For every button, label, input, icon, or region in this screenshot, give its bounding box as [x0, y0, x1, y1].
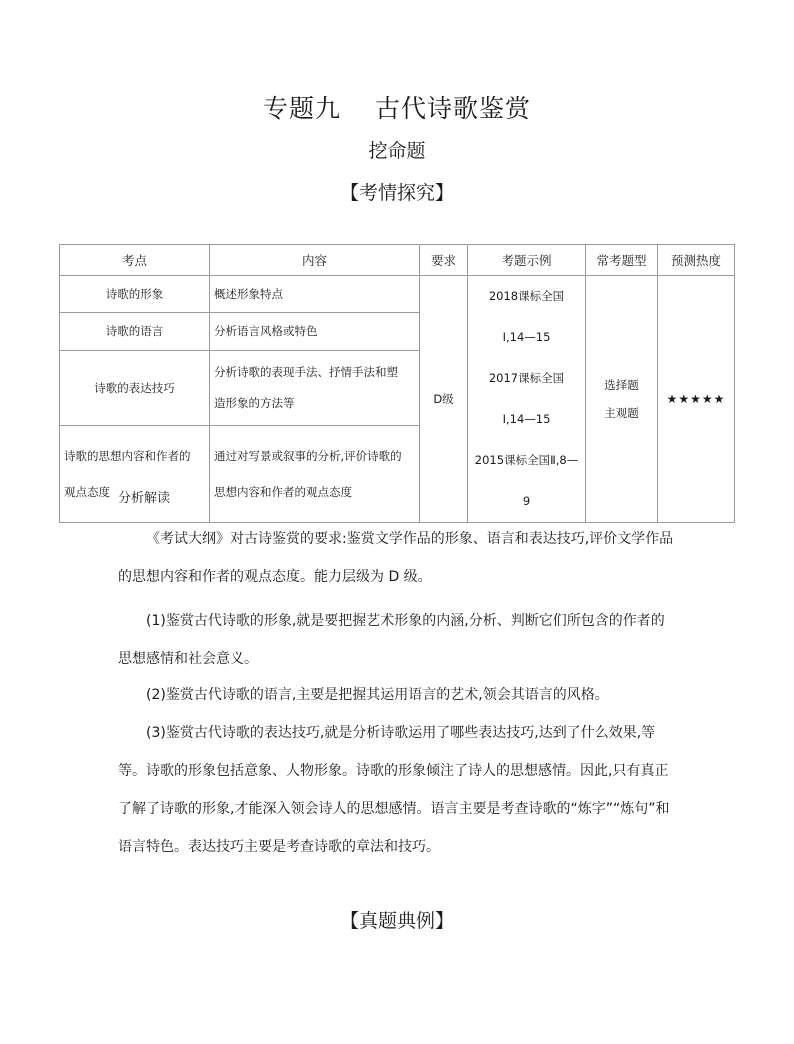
header-kaoti-shili: 考题示例 [468, 245, 586, 276]
example-line: Ⅰ,14—15 [502, 330, 551, 344]
content-line: 思想内容和作者的观点态度 [214, 484, 352, 499]
example-line: 2015课标全国Ⅱ,8—9 [474, 453, 579, 508]
topic-title: 古代诗歌鉴赏 [375, 94, 532, 123]
heat-rating: ★★★★★ [658, 276, 735, 523]
content-line: 分析诗歌的表现手法、抒情手法和塑 [214, 364, 398, 379]
page-title [0, 92, 794, 126]
paragraph-text: (3)鉴赏古代诗歌的表达技巧,就是分析诗歌运用了哪些表达技巧,达到了什么效果,等等。 [118, 725, 656, 779]
header-yuce-redu: 预测热度 [658, 245, 735, 276]
header-neirong: 内容 [210, 245, 420, 276]
section-heading-kaoqing: 【考情探究】 [339, 182, 454, 204]
header-kaodian: 考点 [60, 245, 210, 276]
analysis-paragraph [118, 752, 678, 866]
example-line: Ⅰ,14—15 [502, 412, 551, 426]
exam-analysis-table [59, 244, 735, 523]
section-heading-zhenti: 【真题典例】 [339, 910, 454, 932]
analysis-label: 分析解读 [118, 491, 171, 506]
cell-content [210, 350, 420, 425]
page-subtitle: 挖命题 [368, 140, 426, 162]
example-line: 2017课标全国 [488, 371, 565, 385]
question-type: 选择题 [604, 378, 639, 392]
analysis-paragraph [118, 602, 678, 678]
content-line: 造形象的方法等 [214, 395, 295, 410]
point-line: 诗歌的思想内容和作者的 [64, 448, 191, 463]
table-row [60, 276, 735, 313]
paragraph-text: 诗歌的形象包括意象、人物形象。诗歌的形象倾注了诗人的思想感情。因此,只有真正了解了诗歌的形象,才能深入领会诗人的思想感情。语言主要是考查诗歌的“炼字”“炼句”和语言特色。表达技巧主要是考查诗歌的章法和技巧。 [118, 763, 670, 855]
point-line: 观点态度 [64, 484, 110, 499]
paragraph-text: (2)鉴赏古代诗歌的语言,主要是把握其运用语言的艺术,领会其语言的风格。 [146, 687, 609, 703]
cell-point: 诗歌的语言 [60, 312, 210, 350]
paragraph-text: 《考试大纲》对古诗鉴赏的要求:鉴赏文学作品的形象、语言和表达技巧,评价文学作品的思想内容和作者的观点态度。能力层级为 D 级。 [118, 531, 674, 585]
cell-point: 诗歌的表达技巧 [60, 350, 210, 425]
question-type: 主观题 [604, 406, 639, 420]
analysis-paragraph [118, 676, 678, 714]
analysis-paragraph [118, 520, 678, 596]
cell-point: 诗歌的形象 [60, 276, 210, 313]
paragraph-text: (1)鉴赏古代诗歌的形象,就是要把握艺术形象的内涵,分析、判断它们所包含的作者的思想感情和社会意义。 [118, 613, 665, 667]
topic-number: 专题九 [262, 94, 341, 123]
header-yaoqiu: 要求 [420, 245, 468, 276]
cell-content: 概述形象特点 [210, 276, 420, 313]
example-line: 2018课标全国 [488, 289, 565, 303]
header-changkao-tixing: 常考题型 [586, 245, 658, 276]
table-header-row [60, 245, 735, 276]
cell-content: 分析语言风格或特色 [210, 312, 420, 350]
cell-requirement: D级 [420, 276, 468, 523]
content-line: 通过对写景或叙事的分析,评价诗歌的 [214, 448, 402, 463]
